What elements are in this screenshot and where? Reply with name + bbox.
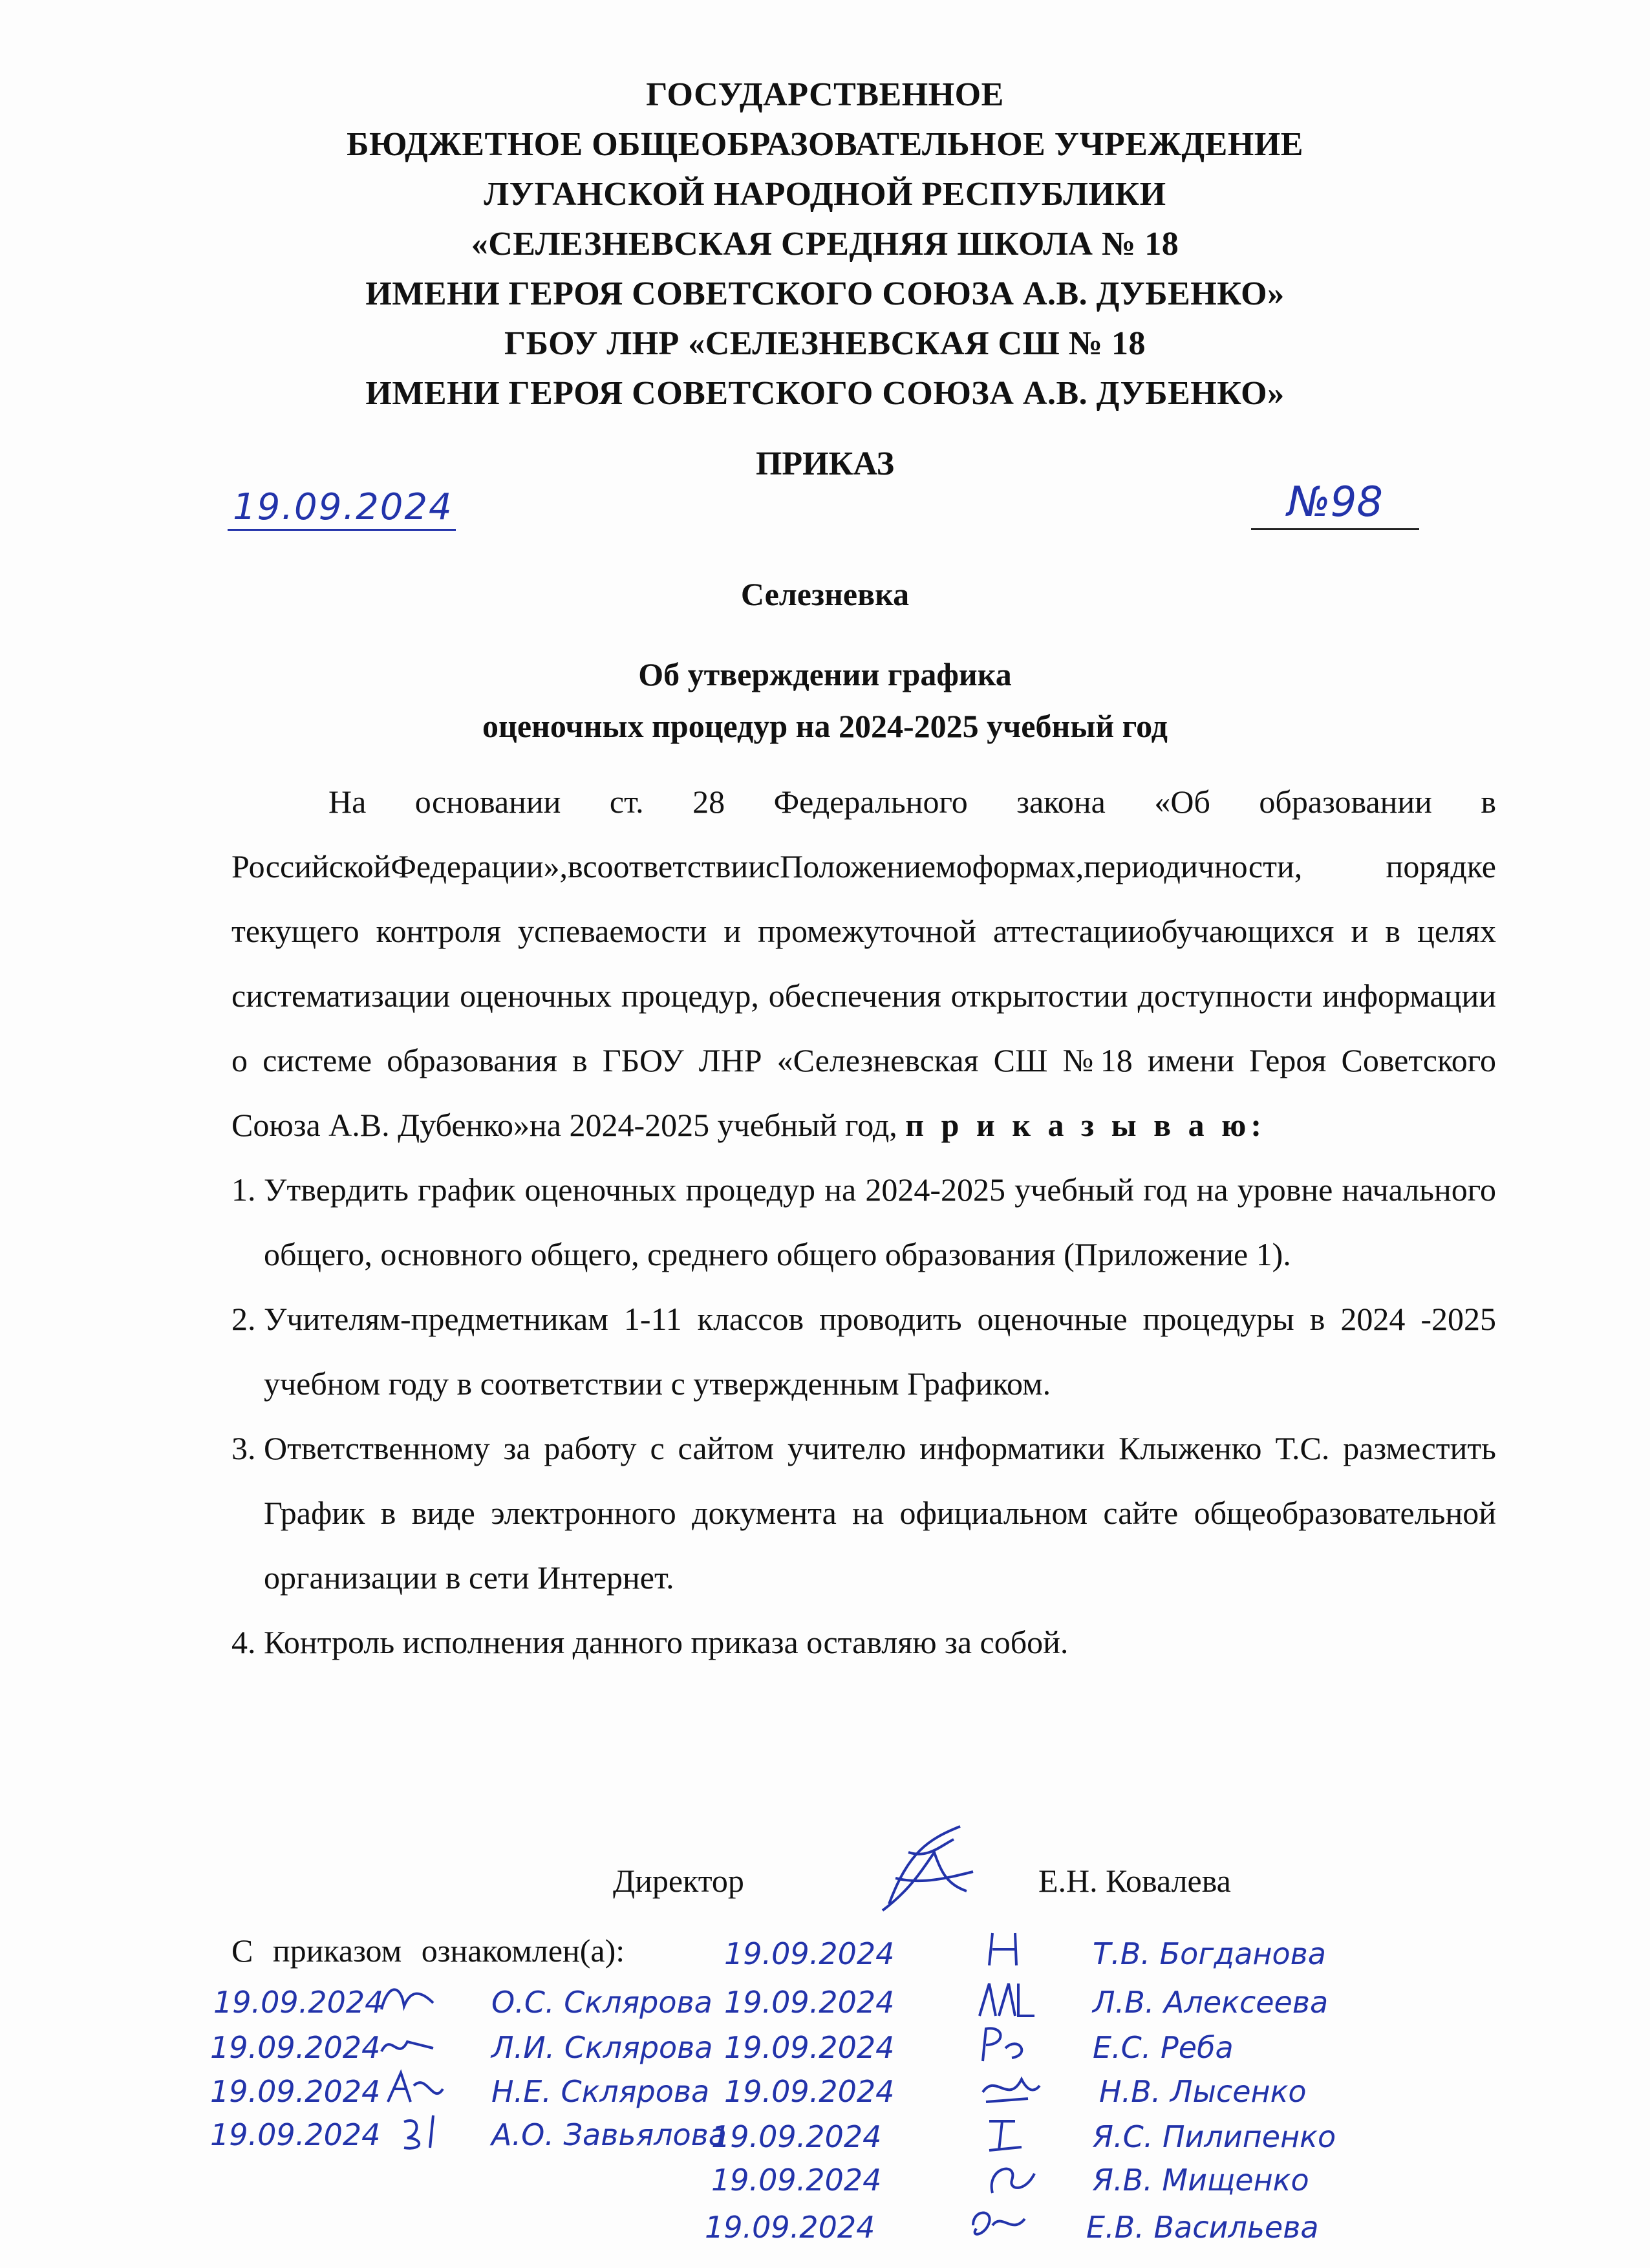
list-item — [231, 1157, 1496, 1287]
list-item — [231, 1416, 1496, 1610]
ack-date: 19.09.2024 — [724, 1936, 895, 1971]
ack-date: 19.09.2024 — [210, 2117, 381, 2152]
ack-name: Л.В. Алексеева — [1093, 1985, 1329, 2020]
intro-paragraph — [231, 769, 1496, 1157]
ack-name: А.О. Завьялова — [491, 2117, 727, 2152]
item-text: Учителям-предметникам 1-11 классов проводить оценочные процедуры в 2024 -2025 учебном году в соответствии с утвержденным Графиком. — [264, 1301, 1496, 1402]
ack-signature — [375, 2022, 440, 2068]
order-body — [231, 769, 1496, 1674]
ack-name: Е.С. Реба — [1093, 2030, 1234, 2065]
ack-name: Т.В. Богданова — [1093, 1936, 1326, 1971]
item-number: 1. — [231, 1171, 256, 1208]
ack-date: 19.09.2024 — [711, 2119, 882, 2154]
subject-line: Об утверждении графика — [638, 656, 1012, 692]
ack-name: О.С. Склярова — [491, 1985, 712, 2020]
order-title: ПРИКАЗ — [755, 445, 895, 482]
ack-signature — [973, 1977, 1038, 2022]
ack-signature — [381, 2066, 446, 2112]
header-line: ГОСУДАРСТВЕННОЕ — [646, 76, 1004, 113]
order-number: №98 — [1251, 478, 1419, 526]
ack-name: Н.Е. Склярова — [491, 2074, 710, 2109]
director-signature — [870, 1813, 980, 1923]
header-line: ГБОУ ЛНР «СЕЛЕЗНЕВСКАЯ СШ № 18 — [504, 325, 1146, 362]
item-text: Контроль исполнения данного приказа оставляю за собой. — [264, 1624, 1069, 1660]
institution-header — [0, 70, 1650, 418]
item-number: 3. — [231, 1430, 256, 1466]
item-number: 2. — [231, 1301, 256, 1337]
item-text: Утвердить график оценочных процедур на 2024-2025 учебный год на уровне начального общего, основного общего, среднего общего образования (Приложение 1). — [264, 1171, 1496, 1272]
header-line: ИМЕНИ ГЕРОЯ СОВЕТСКОГО СОЮЗА А.В. ДУБЕНКО» — [365, 275, 1285, 312]
ack-date: 19.09.2024 — [724, 2074, 895, 2109]
ack-signature — [394, 2109, 459, 2154]
header-line: «СЕЛЕЗНЕВСКАЯ СРЕДНЯЯ ШКОЛА № 18 — [471, 226, 1179, 262]
ack-signature — [976, 1927, 1041, 1972]
list-item — [231, 1610, 1496, 1674]
ack-date: 19.09.2024 — [213, 1985, 384, 2020]
ack-date: 19.09.2024 — [705, 2210, 875, 2245]
ack-date: 19.09.2024 — [210, 2030, 381, 2065]
acknowledgement-label: С приказом ознакомлен(а): — [231, 1932, 625, 1969]
header-line: БЮДЖЕТНОЕ ОБЩЕОБРАЗОВАТЕЛЬНОЕ УЧРЕЖДЕНИЕ — [347, 126, 1303, 163]
ack-name: Е.В. Васильева — [1086, 2210, 1319, 2245]
item-text: Ответственному за работу с сайтом учителю информатики Клыженко Т.С. разместить График в виде электронного документа на официальном сайте общеобразовательной организации в сети Интернет. — [264, 1430, 1496, 1596]
ack-signature — [973, 2022, 1038, 2068]
list-item — [231, 1287, 1496, 1416]
header-line: ЛУГАНСКОЙ НАРОДНОЙ РЕСПУБЛИКИ — [484, 176, 1166, 213]
ack-signature — [980, 2154, 1044, 2199]
ack-name: Л.И. Склярова — [491, 2030, 713, 2065]
ack-name: Я.С. Пилипенко — [1093, 2119, 1336, 2154]
signer-name: Е.Н. Ковалева — [1038, 1863, 1231, 1899]
ack-signature — [976, 2066, 1041, 2112]
order-subject — [0, 648, 1650, 752]
ack-signature — [375, 1977, 440, 2022]
intro-text: На основании ст. 28 Федерального закона «Об образовании в РоссийскойФедерации»,всоответствиисПоложениемоформах,периодичности, порядке текущего контроля успеваемости и промежуточной аттестацииобучающихся и в целях систематизации оценочных процедур, обеспечения открытостии доступности информации о системе образования в ГБОУ ЛНР «Селезневская СШ №18 имени Героя Советского Союза А.В. Дубенко»на 2024-2025 учебный год, — [231, 784, 1496, 1143]
signer-role: Директор — [613, 1863, 744, 1899]
ack-signature — [976, 2112, 1041, 2157]
order-date: 19.09.2024 — [233, 486, 453, 528]
header-line: ИМЕНИ ГЕРОЯ СОВЕТСКОГО СОЮЗА А.В. ДУБЕНКО» — [365, 375, 1285, 412]
city-name: Селезневка — [740, 576, 910, 612]
ack-date: 19.09.2024 — [210, 2074, 381, 2109]
ack-date: 19.09.2024 — [724, 2030, 895, 2065]
ack-name: Н.В. Лысенко — [1099, 2074, 1307, 2109]
item-number: 4. — [231, 1624, 256, 1660]
subject-line: оценочных процедур на 2024-2025 учебный год — [482, 708, 1168, 744]
ack-date: 19.09.2024 — [711, 2163, 882, 2198]
ack-name: Я.В. Мищенко — [1093, 2163, 1309, 2198]
order-word: п р и к а з ы в а ю: — [905, 1107, 1267, 1143]
ack-signature — [963, 2199, 1028, 2245]
ack-date: 19.09.2024 — [724, 1985, 895, 2020]
